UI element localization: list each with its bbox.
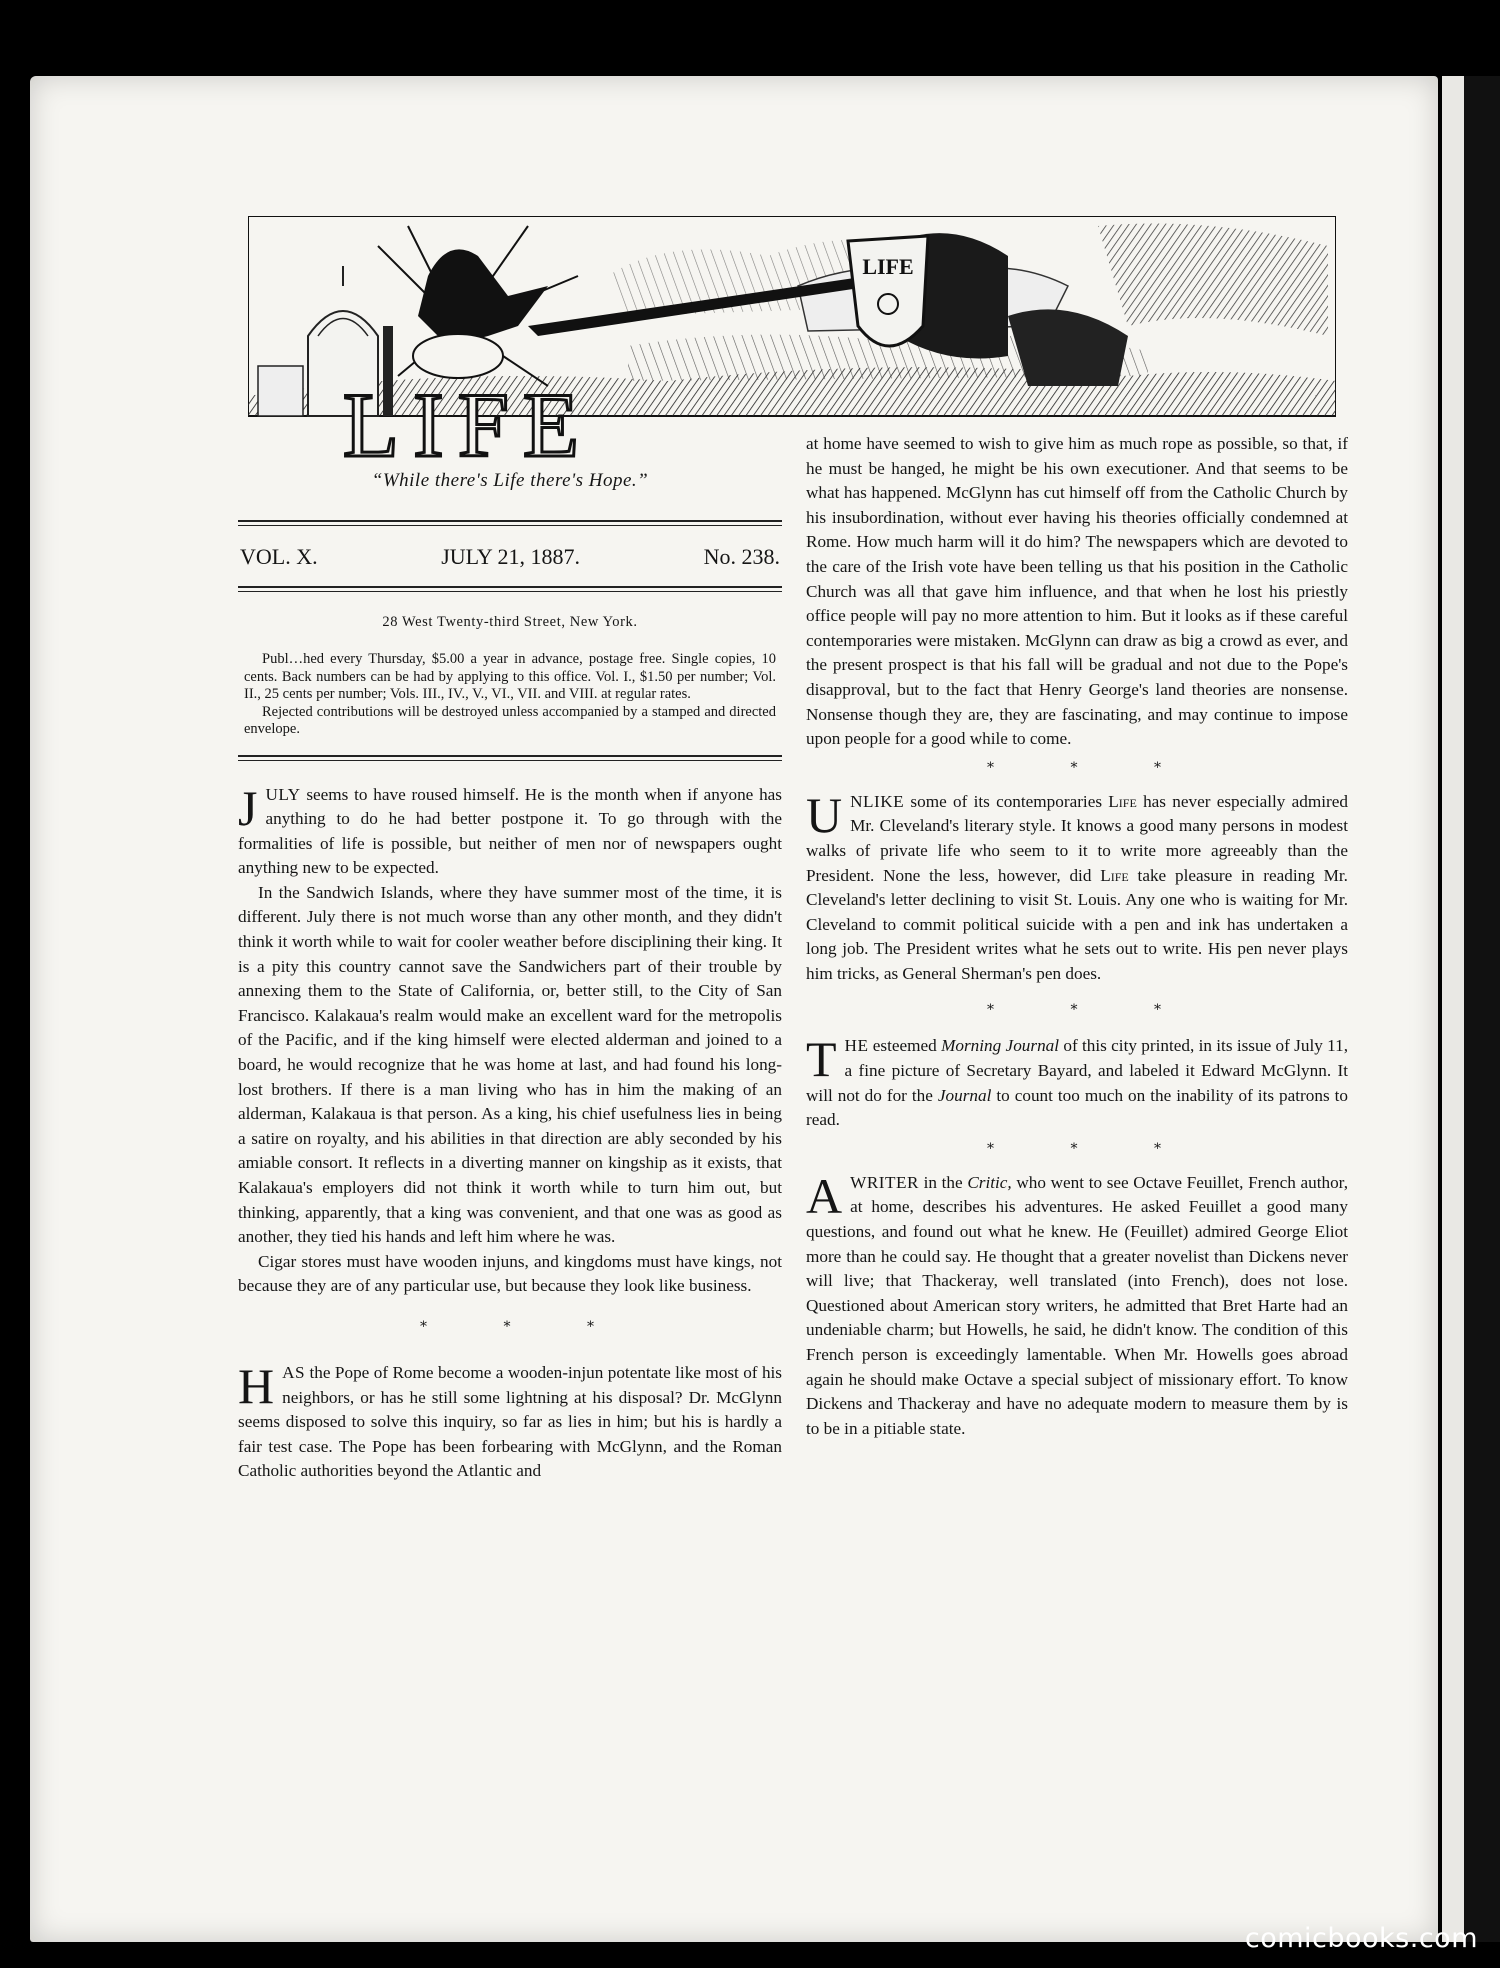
- critic-lead: WRITER: [850, 1172, 919, 1192]
- section-separator: * * *: [420, 1318, 630, 1335]
- july-paragraph: [238, 779, 782, 881]
- section-separator: * * *: [987, 1002, 1197, 1019]
- masthead-engraving: [248, 216, 1336, 466]
- issue-line: [238, 526, 782, 586]
- left-column: [238, 470, 782, 1484]
- cleveland-paragraph: [806, 786, 1348, 987]
- next-page-edge: [1442, 76, 1464, 1942]
- critic-title: Critic,: [967, 1172, 1012, 1192]
- dropcap-t: T: [806, 1031, 837, 1088]
- cleveland-text-c: take pleasure in reading Mr. Cleveland's letter declining to visit St. Louis. Any one who is waiting for Mr. Cleveland to commit political suicide with a pen and ink has undertaken a long job. The President writes what he sets out to write. His pen never plays him tricks, as General Sherman's pen does.: [806, 865, 1348, 983]
- right-column: [806, 432, 1348, 1441]
- journal-title: Journal: [937, 1085, 992, 1105]
- office-address: 28 West Twenty-third Street, New York.: [382, 614, 638, 630]
- dropcap-a: A: [806, 1167, 843, 1224]
- life-name-1: Life: [1108, 791, 1137, 811]
- journal-text-a: esteemed: [868, 1036, 942, 1056]
- publication-info: [244, 651, 776, 739]
- sandwich-islands-paragraph: In the Sandwich Islands, where they have summer most of the time, it is different. July there is not much worse than any other month, and they didn't think it worth while to wait for cooler weather before disciplining their king. It is a pity this country cannot save the Sandwichers part of their trouble by annexing them to the State of California, or, better still, to the City of San Francisco. Kalakaua's realm would make an excellent ward for the metropolis of the Pacific, and if the king himself were elected alderman and joined to a board, he would recognize that he was home at last, and had found his long-lost brothers. If there is a man living who has in him the making of an alderman, Kalakaua is that person. As a king, his chief usefulness lies in being a satire on royalty, and his abilities in that direction are ably seconded by his amiable consort. It reflects in a diverting manner on kingship as it exists, that Kalakaua's employers did not think it worth while to turn him out, but thinking, apparently, that a king was convenient, and that one was as good as another, they tied his hands and left him where he was.: [238, 882, 782, 1247]
- journal-lead: HE: [844, 1036, 869, 1056]
- critic-paragraph: [806, 1167, 1348, 1442]
- critic-text-b: who went to see Octave Feuillet, French author, at home, describes his adventures. He asked Feuillet a good many questions, and found out what he knew. He (Feuillet) admired George Eliot more than he could say. He thought that a greater novelist than Dickens never will live; that Thackeray, well translated (into French), does not lose. Questioned about American story writers, he admitted that Bret Harte had an undeniable charm; but Howells, he said, he didn't know. The condition of this French person is exceedingly lamentable. When Mr. Howells goes abroad again he should make Octave a special subject of missionary effort. To know Dickens and Thackeray and have no adequate modern to measure them by is to be in a pitiable state.: [806, 1172, 1348, 1438]
- critic-text-a: in the: [918, 1172, 968, 1192]
- pope-text: the Pope of Rome become a wooden-injun potentate like most of his neighbors, or has he still some lightning at his disposal? Dr. McGlynn seems disposed to solve this inquiry, so far as lies in him; but his is hardly a fair test case. The Pope has been forbearing with McGlynn, and the Roman Catholic authorities beyond the Atlantic and: [238, 1362, 782, 1481]
- contributions-note: Rejected contributions will be destroyed unless accompanied by a stamped and directed envelope.: [244, 703, 776, 737]
- pope-lead: AS: [282, 1362, 306, 1382]
- section-separator: * * *: [987, 1140, 1197, 1157]
- pope-paragraph: [238, 1357, 782, 1484]
- cigar-stores-paragraph: Cigar stores must have wooden injuns, and kingdoms must have kings, not because they are of any particular use, but because they look like business.: [238, 1251, 782, 1296]
- section-separator: * * *: [987, 759, 1197, 776]
- morning-journal-title: Morning Journal: [941, 1036, 1060, 1056]
- masthead-logo: LIFE: [342, 374, 594, 466]
- journal-text-b: of this city printed, in its issue of July 11, a fine picture of Secretary Bayard, and labeled it Edward McGlynn. It will not do for the: [806, 1036, 1349, 1105]
- site-watermark: comicbooks.com: [1244, 1923, 1478, 1954]
- shield-life-text: LIFE: [862, 254, 914, 279]
- july-lead: ULY: [265, 784, 301, 804]
- journal-paragraph: [806, 1031, 1349, 1132]
- issue-date: JULY 21, 1887.: [441, 544, 580, 569]
- life-name-2: Life: [1100, 865, 1129, 885]
- mid-double-rule: [238, 586, 782, 592]
- issue-volume: VOL. X.: [240, 544, 318, 569]
- dropcap-j: J: [238, 779, 258, 836]
- cleveland-text-a: some of its contemporaries: [904, 791, 1109, 811]
- issue-number: No. 238.: [703, 544, 780, 569]
- journal-text-c: to count too much on the inability of its patrons to read.: [806, 1085, 1348, 1130]
- masthead-illustration: [248, 216, 1336, 466]
- july-text: seems to have roused himself. He is the month when if anyone has anything to do he had better postpone it. To go through with the formalities of life is possible, but neither of men nor of newspapers ought anything new to be expected.: [238, 784, 782, 878]
- subscription-info: Publ…hed every Thursday, $5.00 a year in advance, postage free. Single copies, 10 cents. Back numbers can be had by applying to this office. Vol. I., $1.50 per number; Vol. II., 25 cents per number; Vols. III., IV., V., VI., VII. and VIII. at regular rates.: [244, 651, 776, 702]
- dropcap-h: H: [238, 1357, 275, 1414]
- masthead-motto: “While there's Life there's Hope.”: [371, 470, 649, 491]
- dropcap-u: U: [806, 786, 843, 843]
- pope-continued-paragraph: at home have seemed to wish to give him as much rope as possible, so that, if he must be hanged, he might be his own executioner. And that seems to be what has happened. McGlynn has cut himself off from the Catholic Church by his insubordination, without ever having his theories officially condemned at Rome. How much harm will it do him? The newspapers which are devoted to the care of the Irish vote have been telling us that his position in the Catholic Church was all that gave him influence, and that when he lost his priestly office people will pay no more attention to him. But it looks as if these careful contemporaries were mistaken. McGlynn can draw as big a crowd as ever, and the present prospect is that his fall will be gradual and not due to the Pope's disapproval, but to the fact that Henry George's land theories are nonsense. Nonsense though they are, they are fascinating, and may continue to impose upon people for a good while to come.: [806, 434, 1348, 749]
- cleveland-lead: NLIKE: [850, 791, 905, 811]
- bottom-double-rule: [238, 755, 782, 761]
- scan-border: [1464, 76, 1500, 1942]
- cleveland-text-b: has never especially admired Mr. Cleveland's literary style. It knows a good many persons in modest walks of private life who seem to it to write more agreeably than the President. None the less, however, did: [806, 791, 1348, 885]
